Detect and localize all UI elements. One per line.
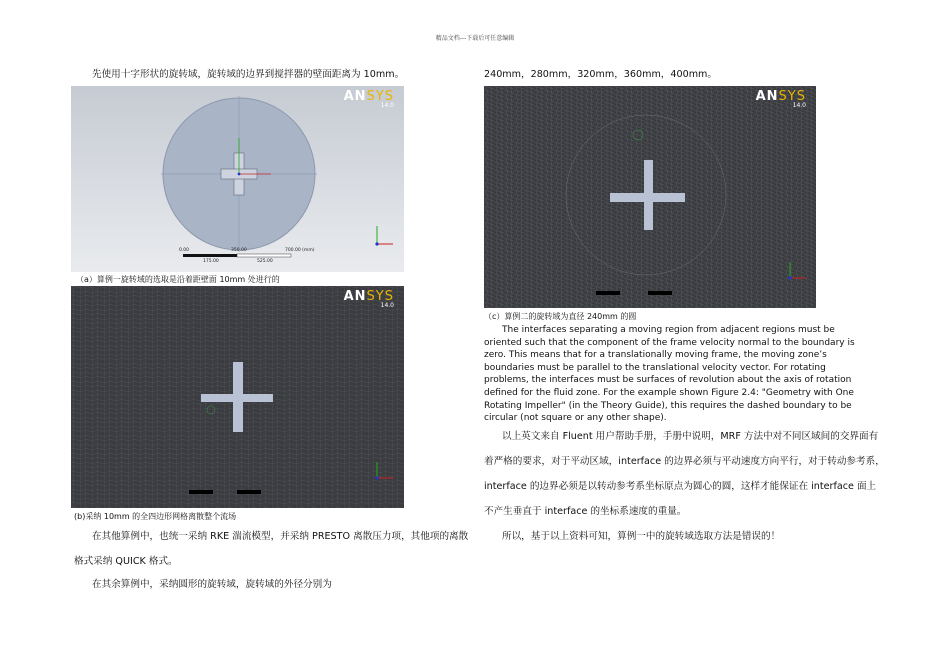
- en-line: oriented such that the component of the frame velocity normal to the boundary is: [484, 337, 855, 348]
- scale-label-175: 175.00: [203, 259, 219, 264]
- figure-c-graphic: [484, 86, 816, 308]
- english-quote: [484, 324, 884, 425]
- impeller-horizontal-b: [201, 394, 273, 402]
- cn-line-4: 不产生垂直于 interface 的坐标系速度的重量。: [484, 506, 687, 517]
- figure-c-caption: （c）算例二的旋转域为直径 240mm 的圆: [484, 312, 637, 321]
- figure-a-graphic: [71, 86, 404, 272]
- figure-a: [71, 86, 404, 272]
- scale-label-700: 700.00 (mm): [285, 248, 315, 253]
- ansys-version: 14.0: [380, 102, 394, 109]
- en-line: boundaries must be parallel to the translational velocity vector. For rotating: [484, 362, 826, 373]
- ansys-logo-c: ANSYS: [755, 89, 806, 104]
- figure-b-caption: (b)采纳 10mm 的全四边形网格离散整个流场: [74, 512, 237, 521]
- ansys-version-c: 14.0: [792, 102, 806, 109]
- figure-b-graphic: [71, 286, 404, 508]
- figure-c: [484, 86, 816, 308]
- en-line: circular (not square or any other shape).: [484, 413, 667, 424]
- scale-label-350: 350.00: [231, 248, 247, 253]
- diameters-text: 240mm，280mm，320mm，360mm，400mm。: [484, 69, 717, 80]
- en-line: Rotating Impeller" (in the Theory Guide), this requires the dashed boundary to be: [484, 400, 852, 411]
- para1-line2: 格式采纳 QUICK 格式。: [74, 556, 178, 567]
- en-line: The interfaces separating a moving region from adjacent regions must be: [502, 325, 835, 335]
- intro-text: 先使用十字形状的旋转域，旋转域的边界到搅拌器的壁面距离为 10mm。: [92, 69, 405, 80]
- ansys-logo-b: ANSYS: [343, 289, 394, 304]
- scale-label-525: 525.00: [257, 259, 273, 264]
- ansys-logo: ANSYS: [343, 89, 394, 104]
- en-line: problems, the interfaces must be surfaces of revolution about the axis of rotation: [484, 375, 852, 386]
- en-line: defined for the fluid zone. For the example shown Figure 2.4: "Geometry with One: [484, 387, 854, 398]
- en-line: zero. This means that for a translationally moving frame, the moving zone’s: [484, 350, 827, 361]
- cn-line-3: interface 的边界必须是以转动参考系坐标原点为圆心的圆，这样才能保证在 interface 面上: [484, 481, 877, 492]
- para2: 在其余算例中，采纳圆形的旋转域，旋转域的外径分别为: [92, 579, 332, 590]
- para1-line1: 在其他算例中，也统一采纳 RKE 湍流模型，并采纳 PRESTO 离散压力项，其他项的离散: [92, 531, 469, 542]
- cn-line-2: 着严格的要求，对于平动区域，interface 的边界必须与平动速度方向平行，对于转动参考系，: [484, 456, 885, 467]
- figure-a-caption: （a）算例一旋转域的选取是沿着距壁面 10mm 处进行的: [76, 275, 280, 284]
- impeller-horizontal-c: [610, 193, 685, 202]
- conclusion: 所以，基于以上资料可知，算例一中的旋转域选取方法是错误的！: [502, 531, 781, 542]
- figure-b: [71, 286, 404, 508]
- ansys-version-b: 14.0: [380, 302, 394, 309]
- page-header: 精品文档---下载后可任意编辑: [435, 35, 515, 42]
- scale-label-0: 0.00: [179, 248, 190, 253]
- cn-line-1: 以上英文来自 Fluent 用户帮助手册，手册中说明，MRF 方法中对不同区域间的交界面有: [502, 431, 879, 442]
